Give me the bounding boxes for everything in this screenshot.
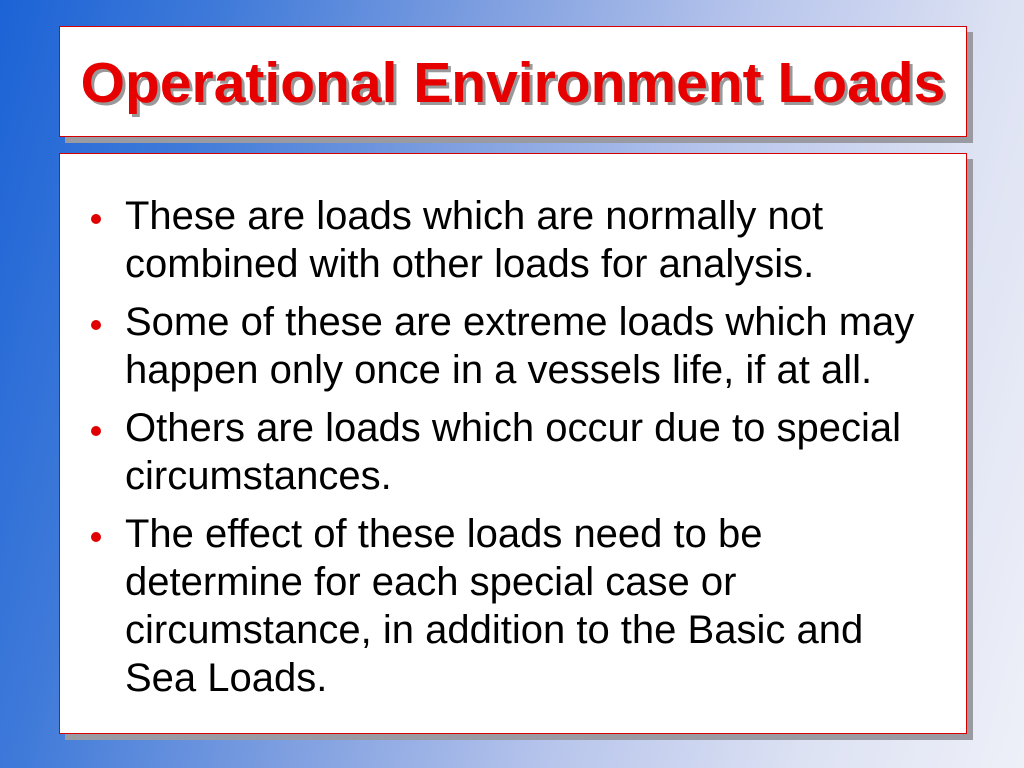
bullet-dot-icon bbox=[91, 532, 101, 542]
bullet-text: Others are loads which occur due to special circumstances. bbox=[125, 406, 901, 498]
slide-title: Operational Environment Loads bbox=[80, 51, 946, 115]
bullet-dot-icon bbox=[91, 426, 101, 436]
list-item bbox=[125, 404, 966, 500]
bullet-text: These are loads which are normally not combined with other loads for analysis. bbox=[125, 194, 824, 286]
bullet-text: Some of these are extreme loads which may happen only once in a vessels life, if at all. bbox=[125, 300, 915, 392]
bullet-text: The effect of these loads need to be determine for each special case or circumstance, in addition to the Basic and Sea Loads. bbox=[125, 512, 864, 700]
list-item bbox=[125, 298, 966, 394]
title-box bbox=[59, 26, 967, 137]
bullet-dot-icon bbox=[91, 214, 101, 224]
list-item bbox=[125, 192, 966, 288]
list-item bbox=[125, 510, 966, 702]
bullet-dot-icon bbox=[91, 320, 101, 330]
bullet-list bbox=[60, 154, 966, 702]
content-box bbox=[59, 153, 967, 734]
